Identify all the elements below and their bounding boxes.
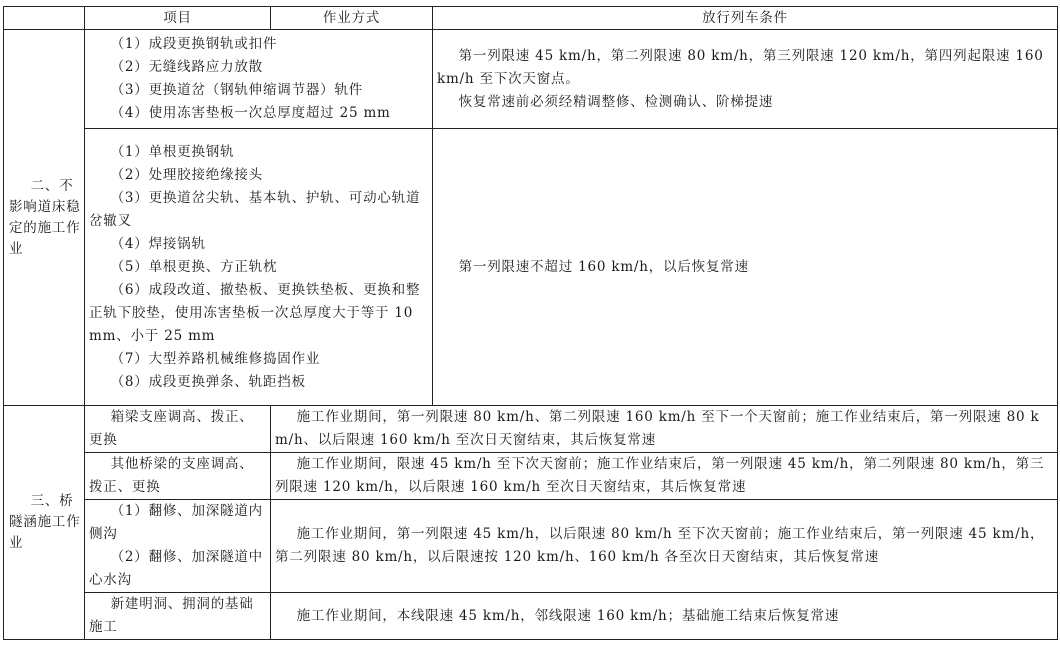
category-label: 三、桥隧涵施工作业	[9, 493, 81, 551]
table-row	[4, 129, 1058, 406]
table-row	[4, 500, 1058, 593]
list-item: （3）更换道岔尖轨、基本轨、护轨、可动心轨道岔辙叉	[89, 189, 421, 229]
condition-text: 施工作业期间，本线限速 45 km/h，邻线限速 160 km/h；基础施工结束后恢复常速	[296, 607, 840, 624]
list-item: （4）使用冻害垫板一次总厚度超过 25 mm	[110, 105, 391, 121]
condition-cell	[271, 593, 1058, 640]
header-category-cell	[4, 7, 85, 30]
list-item: （4）焊接锅轨	[110, 235, 206, 252]
item-cell	[85, 30, 433, 129]
list-item: （5）单根更换、方正轨枕	[110, 258, 278, 275]
item-cell	[85, 406, 271, 453]
list-item: （3）更换道岔（钢轨伸缩调节器）轨件	[110, 82, 364, 98]
category-cell	[4, 406, 85, 640]
item-cell	[85, 129, 433, 406]
header-item-label: 项目	[163, 10, 192, 26]
condition-cell	[433, 30, 1058, 129]
table-row	[4, 593, 1058, 640]
item-cell	[85, 593, 271, 640]
condition-text: 施工作业期间，第一列限速 45 km/h，以后限速 80 km/h 至下次天窗前；施工作业结束后，第一列限速 45 km/h，第二列限速 80 km/h，以后限速按 120 km/h、160 km/h 各至次日天窗结束，其后恢复常速	[275, 526, 1045, 565]
list-item: 其他桥梁的支座调高、拨正、更换	[89, 456, 254, 495]
condition-cell	[271, 406, 1058, 453]
condition-cell	[271, 453, 1058, 500]
list-item: 箱梁支座调高、拨正、更换	[89, 409, 254, 448]
list-item: （2）翻修、加深隧道中心水沟	[89, 549, 263, 588]
list-item: （1）成段更换钢轨或扣件	[110, 36, 278, 52]
table-row	[4, 453, 1058, 500]
table-row	[4, 406, 1058, 453]
condition-text: 施工作业期间，第一列限速 80 km/h、第二列限速 160 km/h 至下一个天窗前；施工作业结束后，第一列限速 80 km/h、以后限速 160 km/h 至次日天窗结束，其后恢复常速	[275, 409, 1040, 448]
list-item: （7）大型养路机械维修捣固作业	[110, 350, 321, 367]
condition-text: 第一列限速不超过 160 km/h，以后恢复常速	[458, 258, 749, 275]
list-item: （1）翻修、加深隧道内侧沟	[89, 503, 263, 542]
header-method: 作业方式	[271, 7, 433, 30]
list-item: （1）单根更换钢轨	[110, 143, 235, 160]
condition-text: 施工作业期间，限速 45 km/h 至下次天窗前；施工作业结束后，第一列限速 45 km/h，第二列限速 80 km/h，第三列限速 120 km/h，以后限速 160 km/h 至次日天窗结束，其后恢复常速	[275, 456, 1045, 495]
category-label: 二、不影响道床稳定的施工作业	[9, 177, 81, 257]
work-conditions-table	[3, 6, 1058, 640]
list-item: （2）无缝线路应力放散	[110, 59, 263, 75]
table-row	[4, 30, 1058, 129]
header-item	[85, 7, 271, 30]
item-cell	[85, 500, 271, 593]
header-row	[4, 7, 1058, 30]
condition-cell	[271, 500, 1058, 593]
header-condition: 放行列车条件	[433, 7, 1058, 30]
list-item: 新建明洞、拥洞的基础施工	[89, 596, 254, 635]
item-cell	[85, 453, 271, 500]
list-item: （6）成段改道、撤垫板、更换铁垫板、更换和整正轨下胶垫，使用冻害垫板一次总厚度大于等于 10 mm、小于 25 mm	[89, 281, 421, 344]
condition-cell	[433, 129, 1058, 406]
condition-text: 第一列限速 45 km/h，第二列限速 80 km/h，第三列限速 120 km/h，第四列起限速 160 km/h 至下次天窗点。	[437, 47, 1044, 87]
list-item: （2）处理胶接绝缘接头	[110, 166, 263, 183]
category-cell	[4, 30, 85, 406]
condition-text: 恢复常速前必须经精调整修、检测确认、阶梯提速	[458, 93, 774, 110]
list-item: （8）成段更换弹条、轨距挡板	[110, 373, 306, 390]
